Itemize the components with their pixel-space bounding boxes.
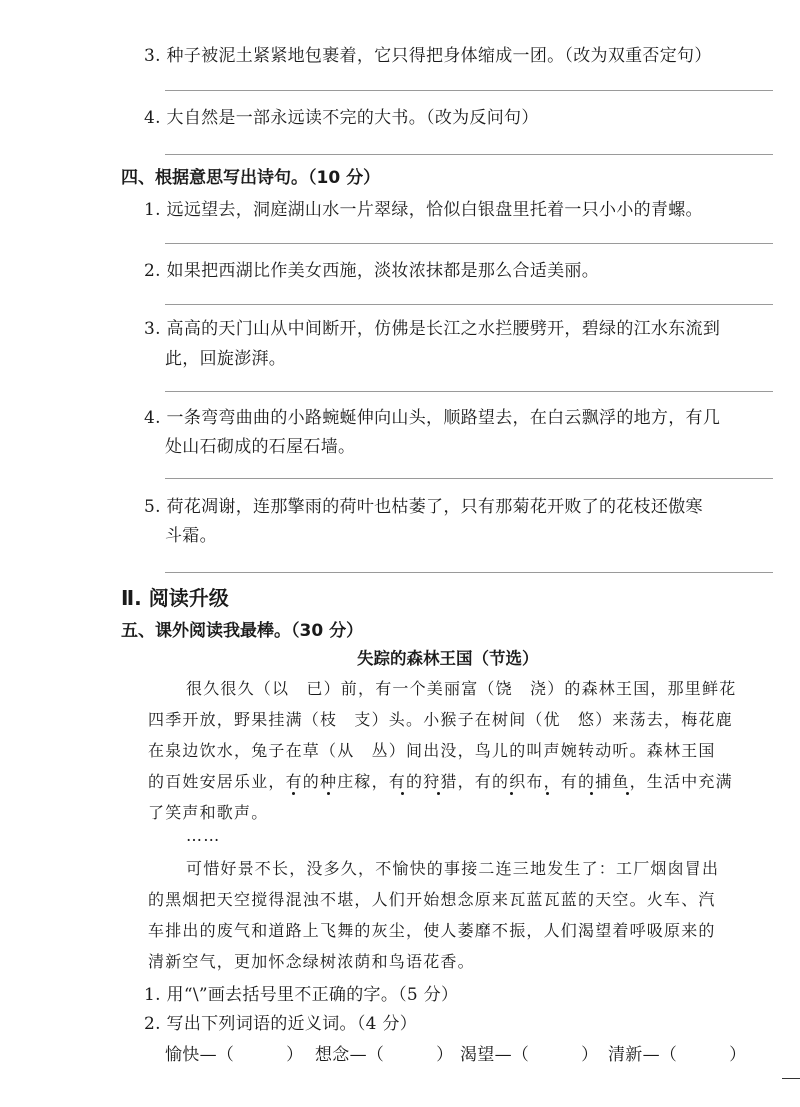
section-5-question-2: 2. 写出下列词语的近义词。（4 分） <box>144 1014 418 1034</box>
passage-line: 的黑烟把天空搅得混浊不堪，人们开始想念原来瓦蓝瓦蓝的天空。火车、汽 <box>148 890 716 909</box>
emphasis-dot <box>327 792 330 795</box>
passage-line: 可惜好景不长，没多久，不愉快的事接二连三地发生了：工厂烟囱冒出 <box>186 859 720 878</box>
emphasis-dot <box>590 792 593 795</box>
passage-line: 四季开放，野果挂满（枝 支）头。小猴子在树间（优 悠）来荡去，梅花鹿 <box>148 710 733 729</box>
section-4-question-2: 2. 如果把西湖比作美女西施，淡妆浓抹都是那么合适美丽。 <box>144 261 600 281</box>
section-5-question-1: 1. 用“\”画去括号里不正确的字。（5 分） <box>144 985 459 1005</box>
emphasis-dot <box>510 792 513 795</box>
section-4-question-1: 1. 远远望去，洞庭湖山水一片翠绿，恰似白银盘里托着一只小小的青螺。 <box>144 200 703 220</box>
synonym-blank-yukuai[interactable]: 愉快—（ ） <box>165 1045 304 1065</box>
passage-line: 清新空气，更加怀念绿树浓荫和鸟语花香。 <box>148 952 475 971</box>
emphasis-dot <box>546 792 549 795</box>
section-4-question-3-line-1: 3. 高高的天门山从中间断开，仿佛是长江之水拦腰劈开，碧绿的江水东流到 <box>144 319 721 339</box>
section-4-question-3-line-2: 此，回旋澎湃。 <box>165 349 287 369</box>
section-5-heading: 五、课外阅读我最棒。（30 分） <box>121 621 364 641</box>
answer-line[interactable] <box>165 391 773 392</box>
q4-rewrite-rhetorical: 4. 大自然是一部永远读不完的大书。（改为反问句） <box>144 108 539 128</box>
synonym-blank-qingxin[interactable]: 清新—（ ） <box>608 1045 747 1065</box>
section-4-question-4-line-2: 处山石砌成的石屋石墙。 <box>165 437 356 457</box>
section-4-question-5-line-1: 5. 荷花凋谢，连那擎雨的荷叶也枯萎了，只有那菊花开败了的花枝还傲寒 <box>144 497 703 517</box>
answer-line[interactable] <box>165 572 773 573</box>
emphasis-dot <box>626 792 629 795</box>
passage-line: 的百姓安居乐业，有的种庄稼，有的狩猎，有的织布，有的捕鱼，生活中充满 <box>148 772 733 791</box>
passage-title: 失踪的森林王国（节选） <box>357 649 539 668</box>
passage-line: 了笑声和歌声。 <box>148 803 269 822</box>
synonym-blank-kewang[interactable]: 渴望—（ ） <box>460 1045 599 1065</box>
synonym-blank-xiangnian[interactable]: 想念—（ ） <box>315 1045 454 1065</box>
q3-rewrite-double-negative: 3. 种子被泥土紧紧地包裹着，它只得把身体缩成一团。（改为双重否定句） <box>144 46 712 66</box>
answer-line[interactable] <box>165 243 773 244</box>
answer-line[interactable] <box>165 304 773 305</box>
section-4-question-4-line-1: 4. 一条弯弯曲曲的小路蜿蜒伸向山头，顺路望去，在白云飘浮的地方，有几 <box>144 408 721 428</box>
page-edge-mark <box>782 1078 800 1079</box>
answer-line[interactable] <box>165 478 773 479</box>
passage-ellipsis: …… <box>186 826 221 845</box>
part-2-heading: Ⅱ. 阅读升级 <box>121 586 229 610</box>
section-4-heading: 四、根据意思写出诗句。（10 分） <box>121 168 381 188</box>
emphasis-dot <box>437 792 440 795</box>
passage-line: 在泉边饮水，兔子在草（从 丛）间出没，鸟儿的叫声婉转动听。森林王国 <box>148 741 716 760</box>
emphasis-dot <box>401 792 404 795</box>
passage-line: 车排出的废气和道路上飞舞的灰尘，使人萎靡不振，人们渴望着呼吸原来的 <box>148 921 716 940</box>
answer-line[interactable] <box>165 90 773 91</box>
section-4-question-5-line-2: 斗霜。 <box>165 526 217 546</box>
passage-line: 很久很久（以 已）前，有一个美丽富（饶 浇）的森林王国，那里鲜花 <box>186 679 737 698</box>
answer-line[interactable] <box>165 154 773 155</box>
emphasis-dot <box>292 792 295 795</box>
